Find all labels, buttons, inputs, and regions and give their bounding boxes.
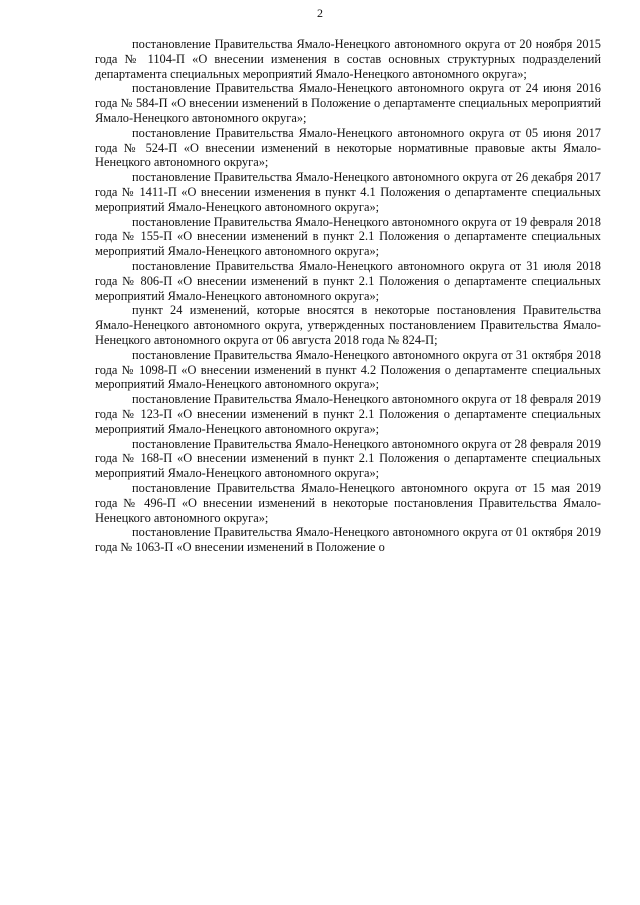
paragraph: постановление Правительства Ямало-Ненецкого автономного округа от 19 февраля 2018 года № 155-П «О внесении изменений в пункт 2.1 Положения о департаменте специальных мероприятий Ямало-Ненецкого автономного округа»;: [95, 214, 601, 259]
document-body: [95, 37, 601, 555]
page-number: 2: [317, 6, 323, 20]
paragraph: пункт 24 изменений, которые вносятся в некоторые постановления Правительства Ямало-Ненецкого автономного округа, утвержденных постановлением Правительства Ямало-Ненецкого автономного округа от 06 августа 2018 года № 824-П;: [95, 303, 601, 347]
paragraph: постановление Правительства Ямало-Ненецкого автономного округа от 15 мая 2019 года № 496-П «О внесении изменений в некоторые постановления Правительства Ямало-Ненецкого автономного округа»;: [95, 480, 601, 525]
paragraph: постановление Правительства Ямало-Ненецкого автономного округа от 31 октября 2018 года № 1098-П «О внесении изменений в пункт 4.2 Положения о департаменте специальных мероприятий Ямало-Ненецкого автономного округа»;: [95, 347, 601, 392]
paragraph: постановление Правительства Ямало-Ненецкого автономного округа от 26 декабря 2017 года № 1411-П «О внесении изменения в пункт 4.1 Положения о департаменте специальных мероприятий Ямало-Ненецкого автономного округа»;: [95, 170, 601, 214]
paragraph: постановление Правительства Ямало-Ненецкого автономного округа от 20 ноября 2015 года № 1104-П «О внесении изменения в состав основных структурных подразделений департамента специальных мероприятий Ямало-Ненецкого автономного округа»;: [95, 37, 601, 81]
paragraph: постановление Правительства Ямало-Ненецкого автономного округа от 28 февраля 2019 года № 168-П «О внесении изменений в пункт 2.1 Положения о департаменте специальных мероприятий Ямало-Ненецкого автономного округа»;: [95, 436, 601, 481]
paragraph: постановление Правительства Ямало-Ненецкого автономного округа от 05 июня 2017 года № 524-П «О внесении изменений в некоторые нормативные правовые акты Ямало-Ненецкого автономного округа»;: [95, 125, 601, 170]
paragraph: постановление Правительства Ямало-Ненецкого автономного округа от 24 июня 2016 года № 584-П «О внесении изменений в Положение о департаменте специальных мероприятий Ямало-Ненецкого автономного округа»;: [95, 81, 601, 125]
paragraph: постановление Правительства Ямало-Ненецкого автономного округа от 01 октября 2019 года № 1063-П «О внесении изменений в Положение о: [95, 525, 601, 555]
paragraph: постановление Правительства Ямало-Ненецкого автономного округа от 31 июля 2018 года № 806-П «О внесении изменений в пункт 2.1 Положения о департаменте специальных мероприятий Ямало-Ненецкого автономного округа»;: [95, 258, 601, 303]
paragraph: постановление Правительства Ямало-Ненецкого автономного округа от 18 февраля 2019 года № 123-П «О внесении изменений в пункт 2.1 Положения о департаменте специальных мероприятий Ямало-Ненецкого автономного округа»;: [95, 392, 601, 436]
